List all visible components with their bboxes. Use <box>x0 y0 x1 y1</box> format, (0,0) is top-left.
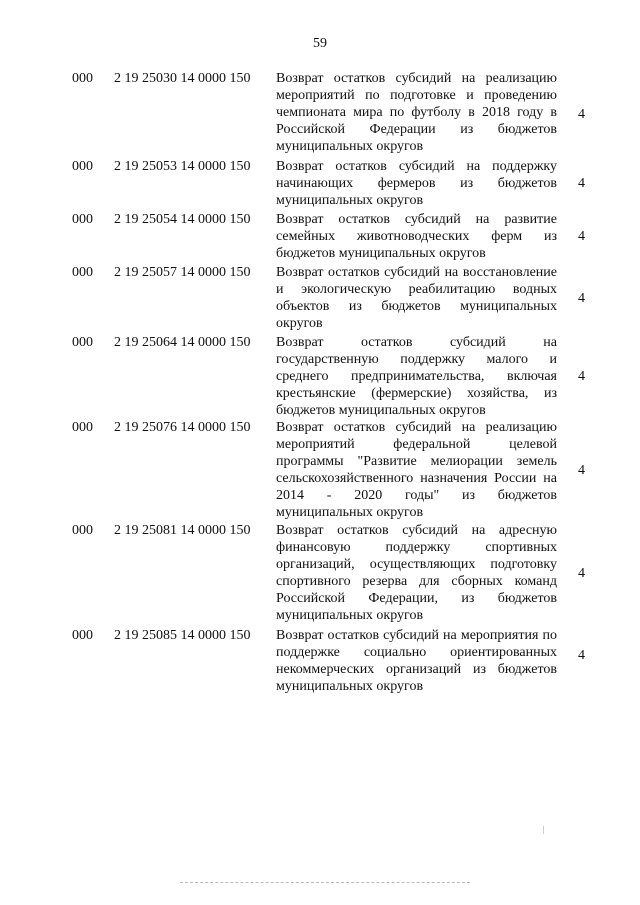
admin-code: 000 <box>72 159 93 174</box>
page-number: 59 <box>313 36 327 51</box>
budget-code-table <box>0 70 640 697</box>
kbk-code: 2 19 25053 14 0000 150 <box>114 159 251 174</box>
row-description: Возврат остатков субсидий на реализацию мероприятий по подготовке и проведению чемпионата мира по футболу в 2018 году в Российской Федерации из бюджетов муниципальных округов <box>276 71 557 154</box>
kbk-code: 2 19 25057 14 0000 150 <box>114 265 251 280</box>
row-description: Возврат остатков субсидий на государственную поддержку малого и среднего предпринимательства, включая крестьянские (фермерские) хозяйства, из бюджетов муниципальных округов <box>276 335 557 418</box>
kbk-code: 2 19 25030 14 0000 150 <box>114 71 251 86</box>
table-row <box>0 627 640 697</box>
table-row <box>0 211 640 264</box>
kbk-code: 2 19 25081 14 0000 150 <box>114 523 251 538</box>
admin-code: 000 <box>72 212 93 227</box>
kbk-code: 2 19 25085 14 0000 150 <box>114 628 251 643</box>
row-value: 4 <box>578 107 585 122</box>
table-row <box>0 334 640 419</box>
admin-code: 000 <box>72 420 93 435</box>
row-description: Возврат остатков субсидий на восстановление и экологическую реабилитацию водных объектов из бюджетов муниципальных округов <box>276 265 557 331</box>
row-description: Возврат остатков субсидий на поддержку начинающих фермеров из бюджетов муниципальных округов <box>276 159 557 208</box>
row-value: 4 <box>578 648 585 663</box>
admin-code: 000 <box>72 265 93 280</box>
row-value: 4 <box>578 566 585 581</box>
kbk-code: 2 19 25054 14 0000 150 <box>114 212 251 227</box>
row-value: 4 <box>578 463 585 478</box>
table-row <box>0 522 640 627</box>
kbk-code: 2 19 25076 14 0000 150 <box>114 420 251 435</box>
row-description: Возврат остатков субсидий на адресную финансовую поддержку спортивных организаций, осуществляющих подготовку спортивного резерва для сборных команд Российской Федерации, из бюджетов муниципальных округов <box>276 523 557 623</box>
admin-code: 000 <box>72 628 93 643</box>
row-description: Возврат остатков субсидий на развитие семейных животноводческих ферм из бюджетов муниципальных округов <box>276 212 557 261</box>
row-description: Возврат остатков субсидий на мероприятия по поддержке социально ориентированных некоммерческих организаций из бюджетов муниципальных округов <box>276 628 557 694</box>
admin-code: 000 <box>72 335 93 350</box>
footer-line <box>180 882 470 883</box>
row-value: 4 <box>578 229 585 244</box>
table-row <box>0 158 640 211</box>
kbk-code: 2 19 25064 14 0000 150 <box>114 335 251 350</box>
row-description: Возврат остатков субсидий на реализацию мероприятий федеральной целевой программы "Развитие мелиорации земель сельскохозяйственного назначения России на 2014 - 2020 годы" из бюджетов муниципальных округов <box>276 420 557 520</box>
row-value: 4 <box>578 369 585 384</box>
table-row <box>0 70 640 158</box>
scan-mark <box>543 826 544 834</box>
admin-code: 000 <box>72 523 93 538</box>
table-row <box>0 264 640 334</box>
row-value: 4 <box>578 291 585 306</box>
admin-code: 000 <box>72 71 93 86</box>
table-row <box>0 419 640 522</box>
row-value: 4 <box>578 176 585 191</box>
